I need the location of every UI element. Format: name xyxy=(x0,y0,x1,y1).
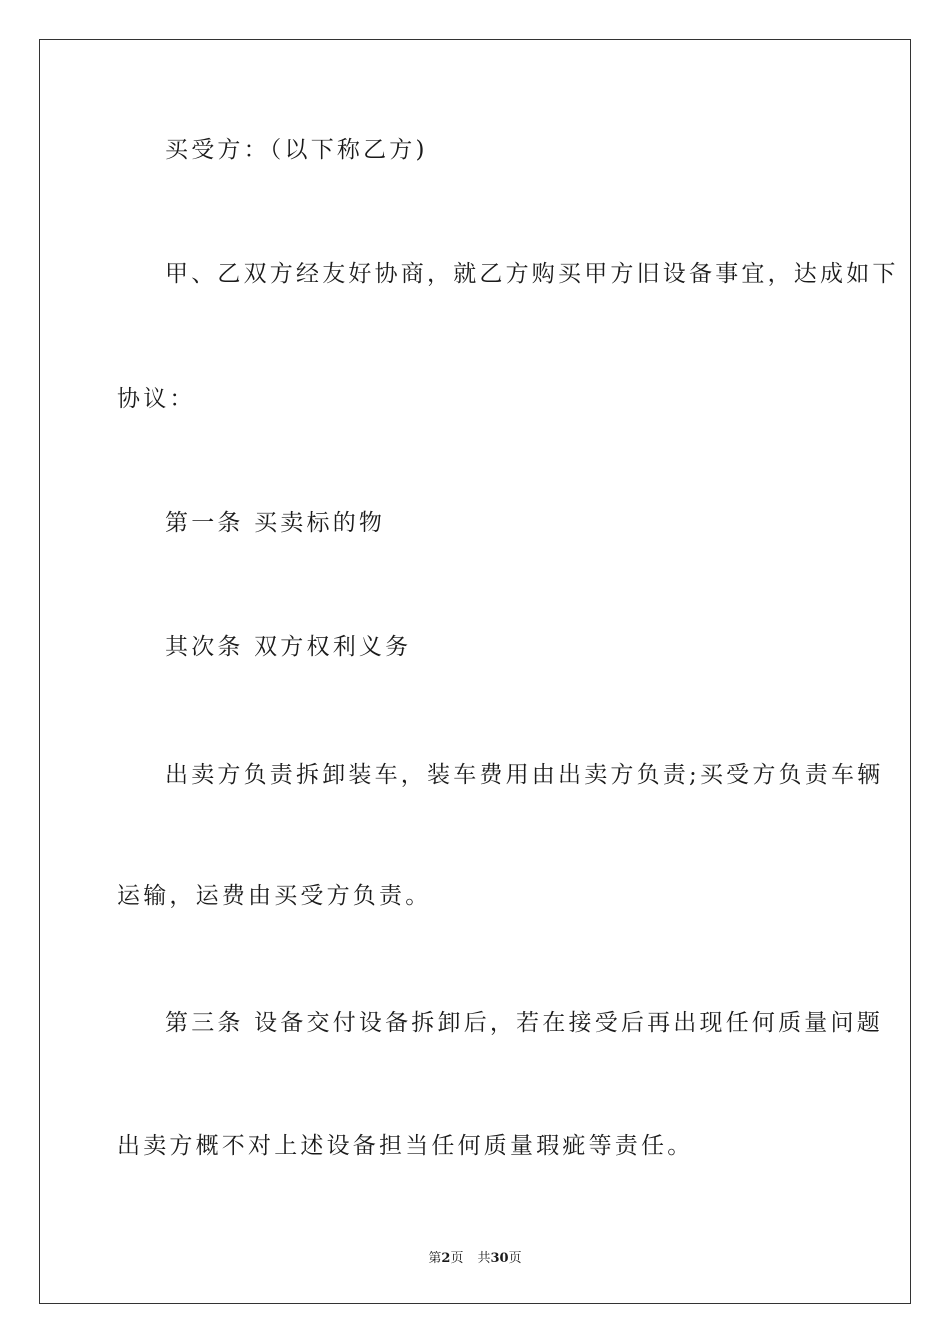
article-2-heading: 其次条 双方权利义务 xyxy=(165,634,412,660)
article-3-line-2: 出卖方概不对上述设备担当任何质量瑕疵等责任。 xyxy=(117,1133,694,1159)
page-suffix: 页 xyxy=(450,1251,464,1266)
intro-line-2: 协议： xyxy=(117,386,196,412)
page-frame xyxy=(39,39,911,1304)
total-prefix: 共 xyxy=(477,1251,491,1266)
page-number: 2 xyxy=(441,1251,451,1266)
article-1-heading: 第一条 买卖标的物 xyxy=(165,510,386,536)
page-prefix: 第 xyxy=(428,1251,442,1266)
total-suffix: 页 xyxy=(508,1251,522,1266)
intro-line-1: 甲、乙双方经友好协商，就乙方购买甲方旧设备事宜，达成如下 xyxy=(165,261,899,287)
article-3-line-1: 第三条 设备交付设备拆卸后，若在接受后再出现任何质量问题 xyxy=(165,1010,883,1036)
total-pages: 30 xyxy=(490,1251,509,1266)
article-2-body-line-2: 运输，运费由买受方负责。 xyxy=(117,883,432,909)
buyer-line: 买受方：（以下称乙方) xyxy=(165,137,428,163)
page-footer xyxy=(0,1247,950,1266)
article-2-body-line-1: 出卖方负责拆卸装车，装车费用由出卖方负责;买受方负责车辆 xyxy=(165,762,884,788)
